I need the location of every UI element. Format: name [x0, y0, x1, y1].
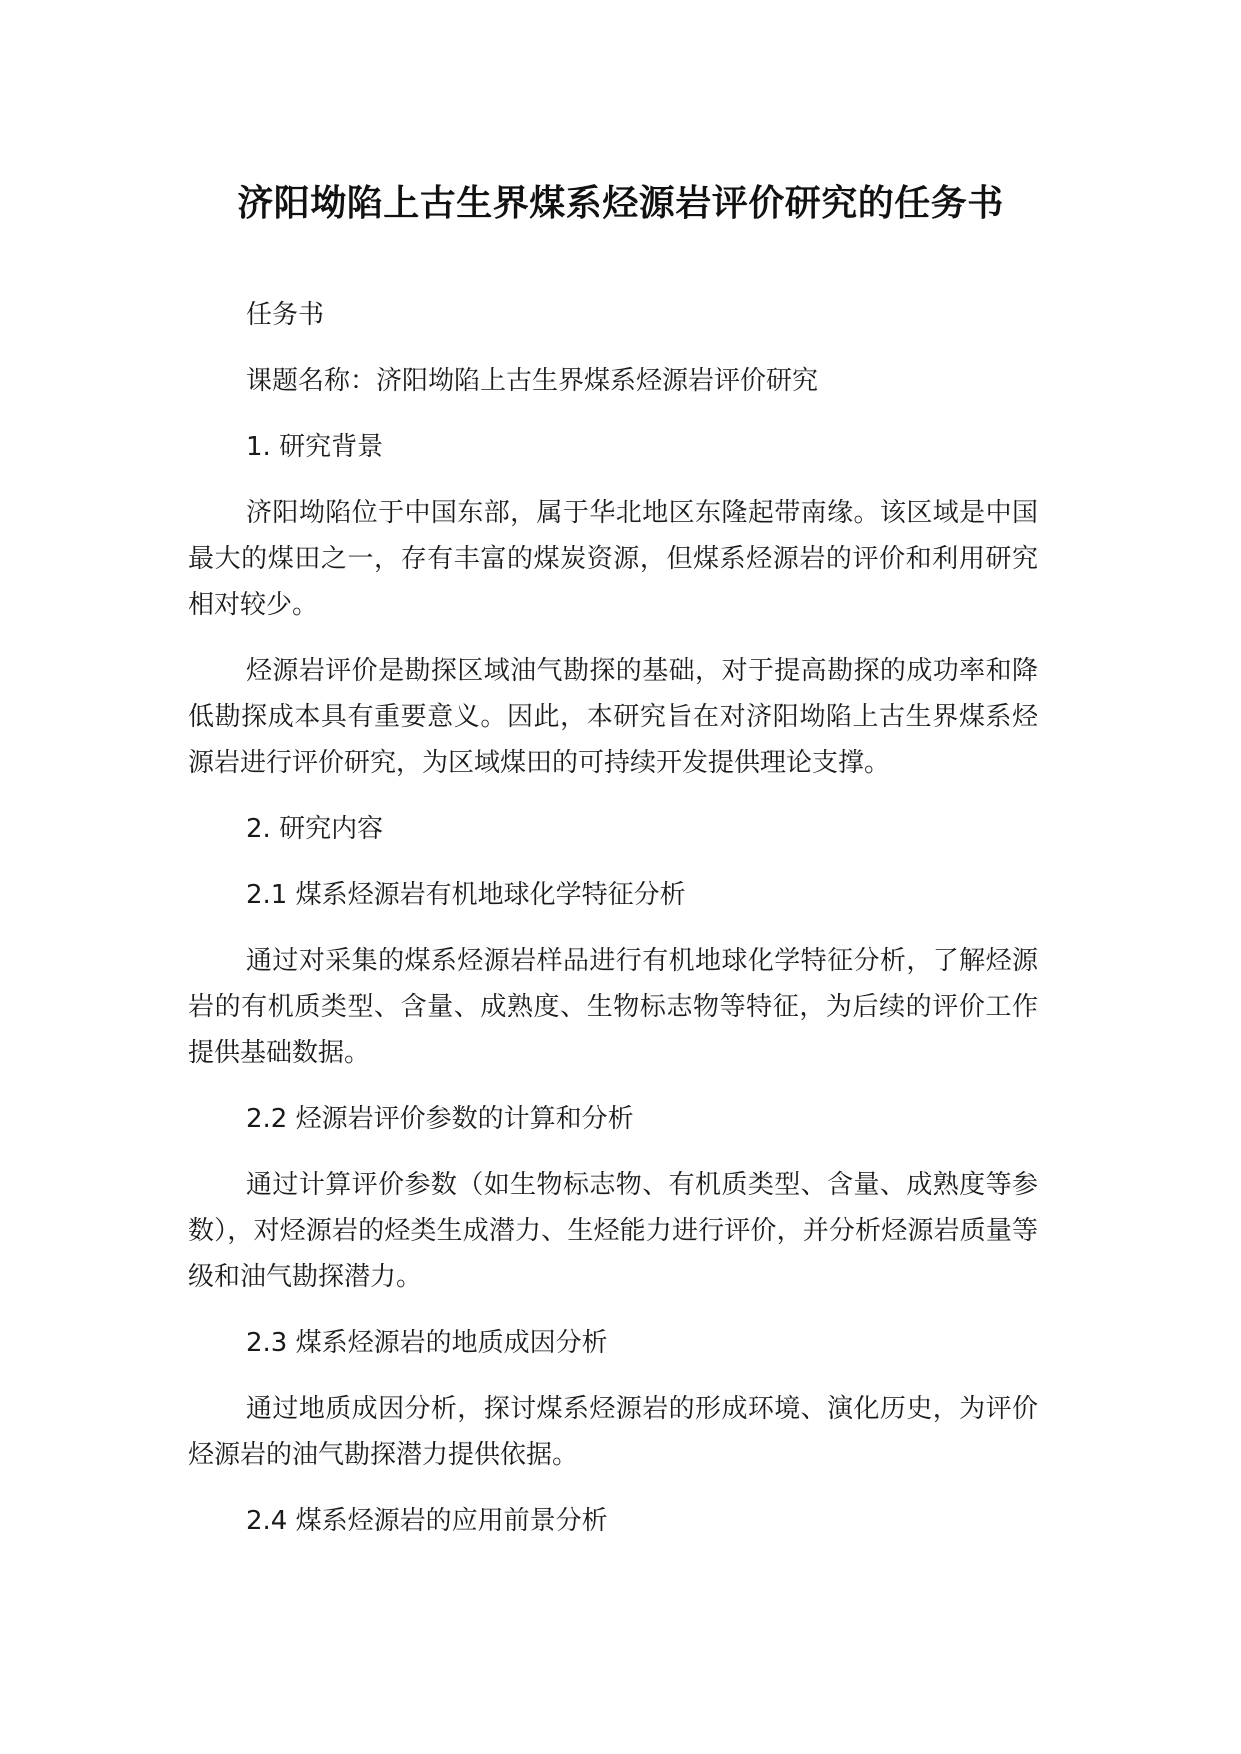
paragraph: 通过计算评价参数（如生物标志物、有机质类型、含量、成熟度等参数），对烃源岩的烃类生成潜力、生烃能力进行评价，并分析烃源岩质量等级和油气勘探潜力。 [188, 1170, 1038, 1292]
subsection-heading-2-4: 2.4 煤系烃源岩的应用前景分析 [246, 1506, 608, 1536]
subsection-heading-2-1: 2.1 煤系烃源岩有机地球化学特征分析 [246, 880, 686, 910]
document-title: 济阳坳陷上古生界煤系烃源岩评价研究的任务书 [237, 183, 1004, 224]
paragraph: 通过对采集的煤系烃源岩样品进行有机地球化学特征分析，了解烃源岩的有机质类型、含量、成熟度、生物标志物等特征，为后续的评价工作提供基础数据。 [188, 946, 1038, 1068]
doc-label: 任务书 [246, 300, 325, 330]
topic-line: 课题名称：济阳坳陷上古生界煤系烃源岩评价研究 [246, 366, 819, 396]
paragraph: 通过地质成因分析，探讨煤系烃源岩的形成环境、演化历史，为评价烃源岩的油气勘探潜力提供依据。 [188, 1394, 1038, 1470]
subsection-heading-2-3: 2.3 煤系烃源岩的地质成因分析 [246, 1328, 608, 1358]
paragraph: 烃源岩评价是勘探区域油气勘探的基础，对于提高勘探的成功率和降低勘探成本具有重要意义。因此，本研究旨在对济阳坳陷上古生界煤系烃源岩进行评价研究，为区域煤田的可持续开发提供理论支撑。 [188, 656, 1038, 778]
paragraph: 济阳坳陷位于中国东部，属于华北地区东隆起带南缘。该区域是中国最大的煤田之一，存有丰富的煤炭资源，但煤系烃源岩的评价和利用研究相对较少。 [188, 498, 1038, 620]
section-heading-2: 2. 研究内容 [246, 814, 384, 844]
section-heading-1: 1. 研究背景 [246, 432, 384, 462]
document-body [188, 292, 1038, 1564]
subsection-heading-2-2: 2.2 烃源岩评价参数的计算和分析 [246, 1104, 634, 1134]
